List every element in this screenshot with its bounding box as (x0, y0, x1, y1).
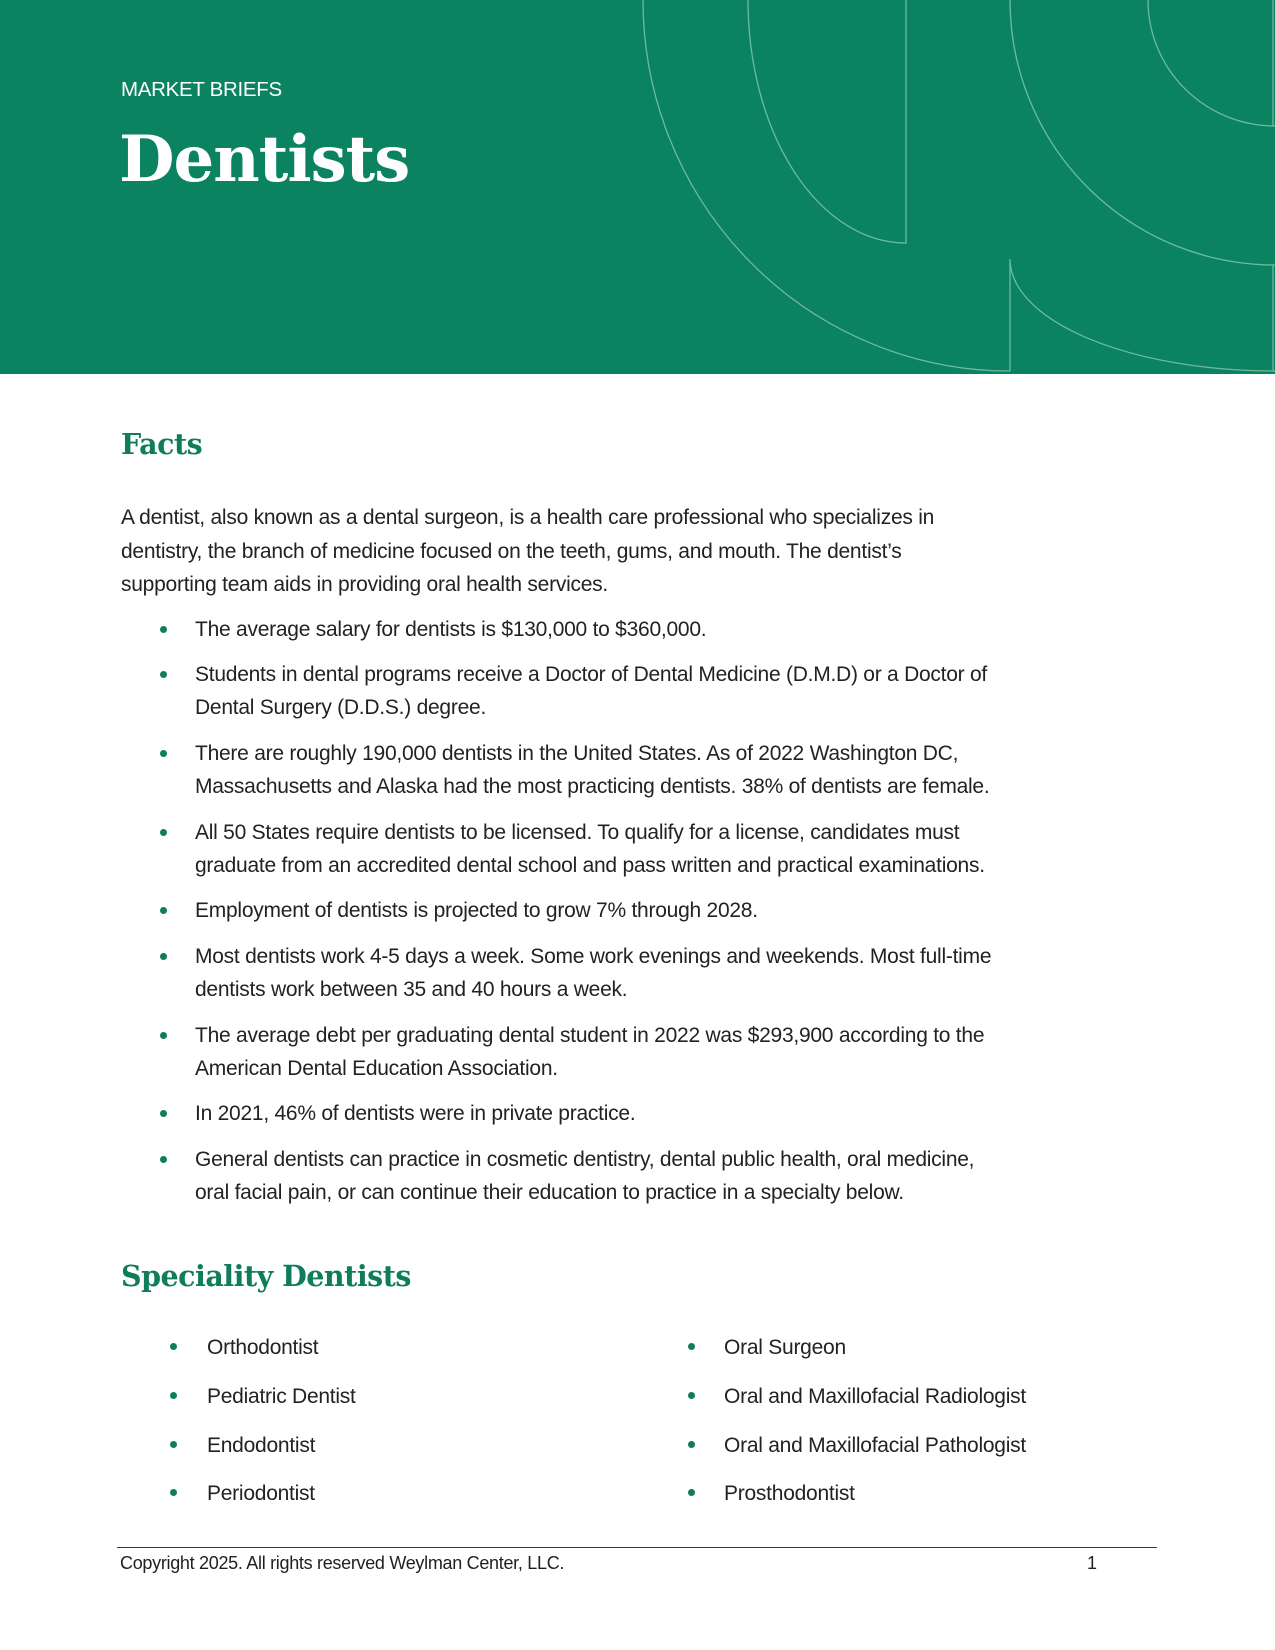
list-item-text: Orthodontist (207, 1336, 319, 1359)
list-item-text: graduate from an accredited dental school and pass written and practical examinations. (195, 854, 985, 877)
list-item-text: Oral and Maxillofacial Pathologist (724, 1434, 1026, 1457)
list-item-text: Periodontist (207, 1482, 315, 1505)
list-item-text: Dental Surgery (D.D.S.) degree. (195, 696, 487, 719)
arc-top-right (1148, 0, 1275, 126)
page-title: Dentists (119, 122, 410, 197)
bullet-icon (688, 1441, 695, 1448)
list-item-text: Most dentists work 4-5 days a week. Some work evenings and weekends. Most full-time (195, 945, 992, 968)
list-item-text: Oral Surgeon (724, 1336, 846, 1359)
list-item-text: There are roughly 190,000 dentists in the United States. As of 2022 Washington DC, (195, 742, 959, 765)
list-item-text: American Dental Education Association. (195, 1057, 558, 1080)
list-item-text: Pediatric Dentist (207, 1385, 356, 1408)
speciality-heading: Speciality Dentists (121, 1259, 411, 1293)
list-item-text: dentists work between 35 and 40 hours a week. (195, 978, 628, 1001)
bullet-icon (160, 829, 167, 836)
arc-center (1010, 0, 1275, 265)
list-item-text: The average salary for dentists is $130,000 to $360,000. (195, 618, 707, 641)
list-item-text: Employment of dentists is projected to grow 7% through 2028. (195, 899, 758, 922)
arc-outer-left (643, 0, 1010, 371)
bullet-icon (160, 750, 167, 757)
arc-inner-left (748, 0, 906, 243)
list-item-text: General dentists can practice in cosmetic dentistry, dental public health, oral medicine, (195, 1148, 975, 1171)
list-item-text: Oral and Maxillofacial Radiologist (724, 1385, 1026, 1408)
bullet-icon (160, 1110, 167, 1117)
bullet-icon (170, 1343, 177, 1350)
bullet-icon (688, 1392, 695, 1399)
list-item-text: Massachusetts and Alaska had the most practicing dentists. 38% of dentists are female. (195, 775, 990, 798)
bullet-icon (170, 1489, 177, 1496)
list-item-text: In 2021, 46% of dentists were in private practice. (195, 1102, 636, 1125)
bullet-icon (160, 907, 167, 914)
bullet-icon (160, 1156, 167, 1163)
bullet-icon (688, 1489, 695, 1496)
list-item-text: The average debt per graduating dental student in 2022 was $293,900 according to the (195, 1024, 985, 1047)
bullet-icon (170, 1392, 177, 1399)
list-item-text: All 50 States require dentists to be licensed. To qualify for a license, candidates must (195, 821, 960, 844)
bullet-icon (688, 1343, 695, 1350)
arc-bottom-right (1010, 259, 1275, 371)
intro-line: A dentist, also known as a dental surgeon, is a health care professional who specializes in (121, 506, 935, 529)
footer-copyright: Copyright 2025. All rights reserved Weylman Center, LLC. (120, 1553, 565, 1573)
bullet-icon (160, 1032, 167, 1039)
list-item-text: Students in dental programs receive a Doctor of Dental Medicine (D.M.D) or a Doctor of (195, 663, 988, 686)
header-banner (0, 0, 1275, 374)
list-item-text: oral facial pain, or can continue their education to practice in a specialty below. (195, 1181, 904, 1204)
footer-divider (117, 1547, 1157, 1548)
intro-line: supporting team aids in providing oral health services. (121, 573, 609, 596)
list-item-text: Prosthodontist (724, 1482, 855, 1505)
intro-line: dentistry, the branch of medicine focused on the teeth, gums, and mouth. The dentist’s (121, 540, 902, 563)
eyebrow-label: MARKET BRIEFS (121, 78, 282, 101)
facts-heading: Facts (121, 427, 203, 461)
bullet-icon (160, 953, 167, 960)
bullet-icon (170, 1441, 177, 1448)
page-number: 1 (1087, 1553, 1097, 1573)
list-item-text: Endodontist (207, 1434, 316, 1457)
bullet-icon (160, 671, 167, 678)
bullet-icon (160, 626, 167, 633)
